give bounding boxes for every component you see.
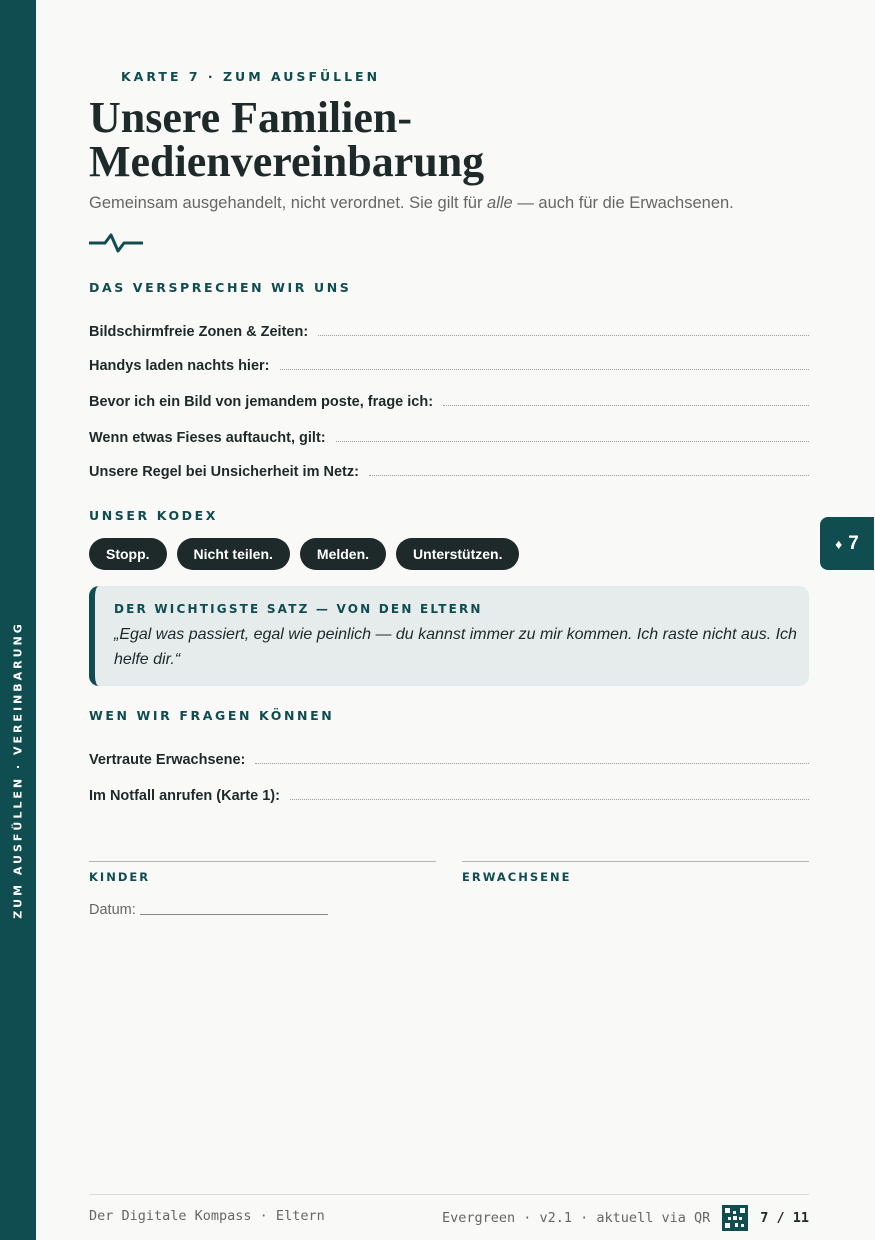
date-label: Datum:	[89, 902, 136, 918]
quote-text: „Egal was passiert, egal wie peinlich — du kannst immer zu mir kommen. Ich raste nicht aus. Ich helfe dir.“	[114, 626, 797, 668]
fill-line[interactable]	[369, 475, 809, 476]
page-number: 7 / 11	[760, 1210, 809, 1226]
field-label: Wenn etwas Fieses auftaucht, gilt:	[89, 430, 326, 446]
subtitle-part: Gemeinsam ausgehandelt, nicht verordnet. Sie gilt für	[89, 194, 488, 212]
codex-pill: Melden.	[300, 538, 386, 570]
codex-pill: Unterstützen.	[396, 538, 519, 570]
qr-code-icon	[722, 1205, 748, 1231]
codex-pills	[89, 538, 519, 570]
date-field[interactable]	[89, 902, 328, 918]
fill-line[interactable]	[280, 369, 810, 370]
quote-callout	[89, 586, 809, 686]
fill-line[interactable]	[318, 335, 809, 336]
form-field[interactable]	[89, 746, 809, 768]
footer-publication: Der Digitale Kompass · Eltern	[89, 1208, 325, 1224]
sidebar-band	[0, 0, 36, 1240]
section-heading-codex: UNSER KODEX	[89, 508, 219, 523]
fill-line[interactable]	[336, 441, 809, 442]
form-field[interactable]	[89, 424, 809, 446]
field-label: Vertraute Erwachsene:	[89, 752, 246, 768]
subtitle-emphasis: alle	[487, 194, 513, 212]
section-heading-promises: DAS VERSPRECHEN WIR UNS	[89, 280, 352, 295]
codex-pill: Nicht teilen.	[177, 538, 290, 570]
date-line[interactable]	[140, 914, 328, 915]
footer-divider	[89, 1194, 809, 1195]
fill-line[interactable]	[255, 763, 809, 764]
field-label: Im Notfall anrufen (Karte 1):	[89, 788, 280, 804]
subtitle-part: — auch für die Erwachsenen.	[512, 194, 734, 212]
form-field[interactable]	[89, 458, 809, 480]
page-subtitle	[89, 194, 734, 213]
fill-line[interactable]	[443, 405, 809, 406]
fill-line[interactable]	[290, 799, 809, 800]
field-label: Bildschirmfreie Zonen & Zeiten:	[89, 324, 309, 340]
section-heading-contacts: WEN WIR FRAGEN KÖNNEN	[89, 708, 335, 723]
field-label: Bevor ich ein Bild von jemandem poste, frage ich:	[89, 394, 434, 410]
signature-kids[interactable]	[89, 861, 436, 884]
diamond-icon: ♦	[835, 535, 843, 552]
form-field[interactable]	[89, 352, 809, 374]
pulse-icon	[89, 232, 143, 254]
signature-label-kids: KINDER	[89, 870, 151, 884]
quote-label: DER WICHTIGSTE SATZ — VON DEN ELTERN	[114, 602, 483, 616]
field-label: Unsere Regel bei Unsicherheit im Netz:	[89, 464, 359, 480]
field-label: Handys laden nachts hier:	[89, 358, 270, 374]
form-field[interactable]	[89, 388, 809, 410]
codex-pill: Stopp.	[89, 538, 167, 570]
footer-meta	[442, 1205, 809, 1231]
page-title: Unsere Familien-Medienvereinbarung	[89, 93, 485, 186]
footer-version: Evergreen · v2.1 · aktuell via QR	[442, 1210, 711, 1226]
form-field[interactable]	[89, 318, 809, 340]
signature-label-adults: ERWACHSENE	[462, 870, 572, 884]
card-tab-number: 7	[848, 532, 859, 554]
form-field[interactable]	[89, 782, 809, 804]
sidebar-label: ZUM AUSFÜLLEN · VEREINBARUNG	[11, 621, 25, 919]
card-tab[interactable]	[820, 517, 874, 570]
signature-adults[interactable]	[462, 861, 809, 884]
card-eyebrow: KARTE 7 · ZUM AUSFÜLLEN	[121, 69, 381, 84]
